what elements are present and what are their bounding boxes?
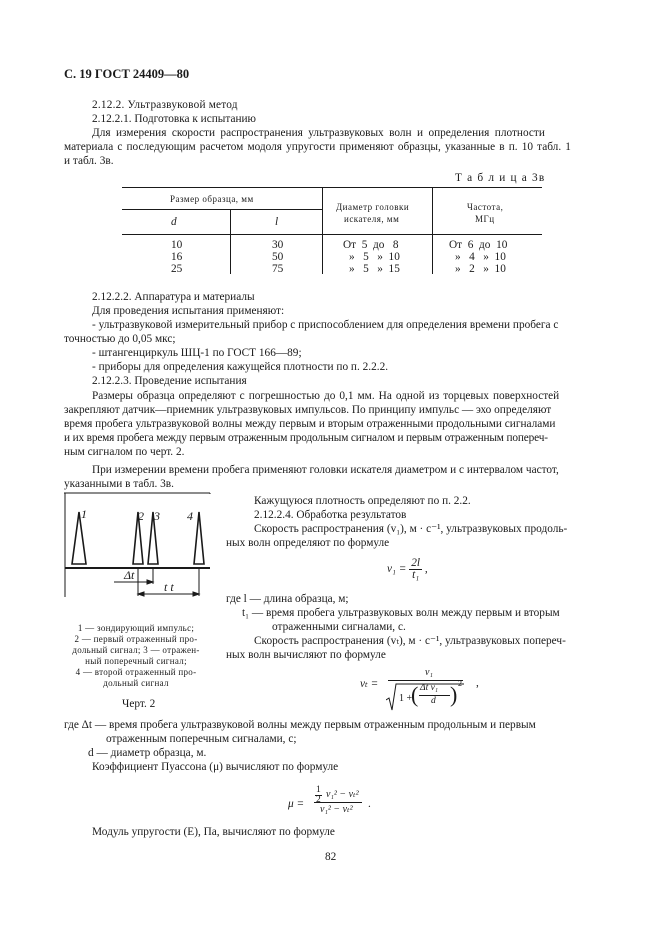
list-item-cont: точностью до 0,05 мкс;: [64, 333, 176, 345]
figure-label-3: 3: [154, 509, 160, 523]
paragraph-line: закрепляют датчик—приемник ультразвуковых импульсов. По принципу импульс — эхо определяют: [64, 404, 552, 416]
page-number: 82: [325, 851, 337, 863]
paragraph-line: Для измерения скорости распространения ультразвуковых волн и определения плотности: [92, 127, 545, 139]
figure-caption-line: дольный сигнал; 3 — отражен-: [72, 645, 200, 655]
formula-denominator: t₁: [412, 569, 420, 581]
formula-vt-paren-close: ): [450, 682, 458, 707]
paragraph-line: материала с последующим расчетом модоля упругости применяют образцы, указанные в п. 10 табл. 1: [64, 141, 571, 153]
table-header-diameter-unit: искателя, мм: [344, 214, 400, 224]
table-cell-l: 50: [272, 251, 284, 263]
pulse-diagram: [64, 492, 214, 617]
formula-vt-lhs: vₜ =: [360, 678, 379, 690]
figure-caption-line: 2 — первый отраженный про-: [74, 634, 198, 644]
table-header-frequency-unit: МГц: [475, 214, 495, 224]
table-header-frequency: Частота,: [467, 202, 504, 212]
where-line: где Δt — время пробега ультразвуковой волны между первым отраженным продольным и первым: [64, 719, 536, 731]
paragraph-line: указанными в табл. 3в.: [64, 478, 174, 490]
table-col-divider: [322, 187, 323, 274]
formula-mu-half-n: 1: [316, 785, 321, 795]
where-line: t₁ — время пробега ультразвуковых волн между первым и вторым: [242, 607, 560, 619]
formula-vt-power: 2: [458, 679, 462, 688]
formula-numerator: 2l: [411, 557, 421, 569]
tt-arrow-left: [138, 592, 144, 596]
figure-caption-line: 4 — второй отраженный про-: [75, 667, 197, 677]
list-item: - ультразвуковой измерительный прибор с приспособлением для определения времени пробега с: [92, 319, 559, 331]
where-line: отраженными сигналами, с.: [272, 621, 406, 633]
figure-label-dt: Δt: [124, 568, 135, 582]
figure-label-4: 4: [187, 509, 193, 523]
paragraph-line: Коэффициент Пуассона (μ) вычисляют по формуле: [92, 761, 339, 773]
table-header-diameter: Диаметр головки: [336, 202, 410, 212]
table-cell-frequency: » 4 » 10: [455, 251, 506, 263]
paragraph-line: и табл. 3в.: [64, 155, 114, 167]
table-cell-diameter: » 5 » 10: [349, 251, 400, 263]
table-header-l: l: [275, 216, 279, 228]
paragraph-line: ных волн вычисляют по формуле: [226, 649, 386, 661]
table-top-border: [122, 187, 542, 188]
figure-label-1: 1: [81, 507, 87, 521]
formula-vt-tail: ,: [476, 677, 479, 689]
paragraph-line: время пробега ультразвуковой волны между первым и вторым отраженными продольными сигналами: [64, 418, 556, 430]
where-line: где l — длина образца, м;: [226, 593, 349, 605]
formula-mu-lhs: μ =: [288, 798, 305, 810]
table-cell-frequency: » 2 » 10: [455, 263, 506, 275]
table-col-divider: [432, 187, 433, 274]
where-line: d — диаметр образца, м.: [88, 747, 207, 759]
page-header: С. 19 ГОСТ 24409—80: [64, 67, 190, 81]
section-title-equipment: 2.12.2.2. Аппаратура и материалы: [92, 291, 255, 303]
table-header-bottom: [122, 234, 542, 235]
formula-mu-num: v₁² − vₜ²: [326, 789, 359, 800]
formula-vt-inner-num: Δt v₁: [420, 683, 439, 693]
paragraph-line: Скорость распространения (vₜ), м · с⁻¹, ультразвуковых попереч-: [254, 635, 566, 647]
figure-caption-line: 1 — зондирующий импульс;: [77, 623, 195, 633]
formula-v1: [387, 558, 428, 581]
section-title-preparation: 2.12.2.1. Подготовка к испытанию: [92, 113, 256, 125]
figure-caption-line: ный поперечный сигнал;: [85, 656, 187, 666]
formula-mu-half-d: 2: [316, 795, 321, 805]
paragraph-line: При измерении времени пробега применяют головки искателя диаметром и с интервалом частот,: [92, 464, 559, 476]
paragraph-line: Кажущуюся плотность определяют по п. 2.2.: [254, 495, 471, 507]
table-header-d: d: [171, 216, 177, 228]
formula-fraction: [409, 558, 422, 581]
table-header-divider: [122, 209, 322, 210]
paragraph-line: Для проведения испытания применяют:: [92, 305, 285, 317]
paragraph-line: Модуль упругости (E), Па, вычисляют по формуле: [92, 826, 335, 838]
formula-vt-paren-open: (: [411, 682, 419, 707]
table-cell-d: 25: [171, 263, 183, 275]
section-title-results: 2.12.2.4. Обработка результатов: [254, 509, 407, 521]
formula-vt-one: 1 +: [399, 693, 413, 704]
section-title-ultrasonic: 2.12.2. Ультразвуковой метод: [92, 99, 238, 111]
list-item: - приборы для определения кажущейся плотности по п. 2.2.2.: [92, 361, 389, 373]
formula-tail: ,: [424, 563, 428, 576]
paragraph-line: Размеры образца определяют с погрешностью до 0,1 мм. На одной из торцевых поверхностей: [92, 390, 560, 402]
table-cell-d: 16: [171, 251, 183, 263]
table-cell-diameter: От 5 до 8: [343, 239, 399, 251]
formula-mu-den: v₁² − vₜ²: [320, 804, 353, 815]
table-cell-diameter: » 5 » 15: [349, 263, 400, 275]
table-header-size: Размер образца, мм: [170, 194, 254, 204]
formula-mu-tail: .: [368, 798, 371, 810]
figure-label-2: 2: [138, 509, 144, 523]
formula-mu-bar: [314, 802, 362, 803]
table-cell-l: 75: [272, 263, 284, 275]
table-cell-frequency: От 6 до 10: [449, 239, 508, 251]
table-col-divider: [230, 209, 231, 274]
dt-arrow: [147, 580, 153, 584]
formula-vt-num: v₁: [425, 667, 433, 678]
list-item: - штангенциркуль ШЦ-1 по ГОСТ 166—89;: [92, 347, 302, 359]
table-caption: Т а б л и ц а 3в: [455, 172, 546, 184]
formula-vt-bar: [388, 680, 463, 681]
paragraph-line: ных волн определяют по формуле: [226, 537, 390, 549]
paragraph-line: Скорость распространения (v₁), м · с⁻¹, ультразвуковых продоль-: [254, 523, 568, 535]
paragraph-line: ным сигналом по черт. 2.: [64, 446, 185, 458]
table-cell-d: 10: [171, 239, 183, 251]
table-cell-l: 30: [272, 239, 284, 251]
figure-label-tt: t t: [164, 580, 174, 594]
pulse-4: [194, 512, 204, 564]
paragraph-line: и их время пробега между первым отраженным продольным сигналом и первым отраженным попереч-: [64, 432, 548, 444]
figure-title: Черт. 2: [122, 698, 156, 710]
where-line: отраженным поперечным сигналами, с;: [106, 733, 297, 745]
formula-lhs: v₁ =: [387, 563, 407, 576]
section-title-procedure: 2.12.2.3. Проведение испытания: [92, 375, 247, 387]
figure-caption-line: дольный сигнал: [103, 678, 169, 688]
formula-vt-inner-den: d: [431, 696, 436, 706]
tt-arrow-right: [193, 592, 199, 596]
